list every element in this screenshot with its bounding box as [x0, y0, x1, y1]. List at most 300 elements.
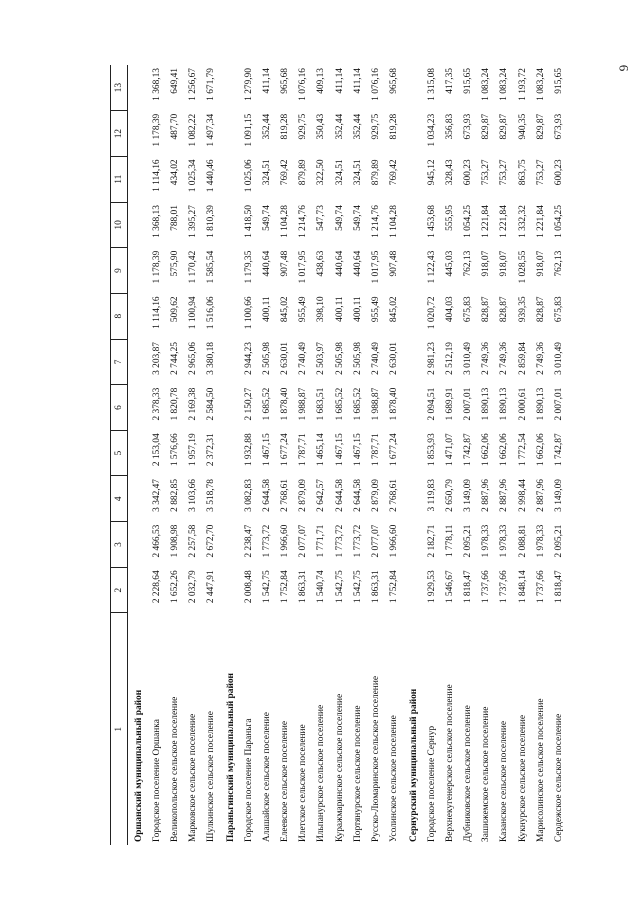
value-cell: 400,11 — [262, 296, 273, 322]
value-cell: 1 082,22 — [187, 113, 198, 147]
table-body — [128, 65, 569, 845]
value-cell: 879,89 — [298, 159, 309, 186]
value-cell: 1 091,15 — [244, 113, 255, 147]
value-cell: 1 467,15 — [352, 433, 363, 467]
value-cell: 2 749,36 — [499, 342, 510, 375]
value-cell: 1 083,24 — [535, 68, 546, 101]
value-cell: 907,48 — [388, 250, 399, 277]
value-cell: 440,64 — [352, 250, 363, 277]
settlement-name: Сердежское сельское поселение — [553, 713, 564, 842]
value-cell: 409,13 — [316, 68, 327, 94]
value-cell: 1 966,60 — [280, 524, 291, 558]
value-cell: 788,01 — [169, 205, 180, 231]
value-cell: 2 503,97 — [316, 342, 327, 375]
value-cell: 1 221,84 — [535, 205, 546, 238]
value-cell: 1 771,71 — [316, 524, 327, 558]
value-cell: 3 010,49 — [463, 342, 474, 375]
value-cell: 1 878,40 — [280, 387, 291, 421]
value-cell: 440,64 — [334, 250, 345, 277]
value-cell: 2 095,21 — [463, 524, 474, 558]
table-row — [532, 65, 550, 845]
column-header-12: 12 — [111, 111, 128, 157]
value-cell: 1 076,16 — [298, 68, 309, 101]
value-cell: 509,62 — [169, 296, 180, 323]
value-cell: 2 965,06 — [187, 342, 198, 375]
district-name: Оршанский муниципальный район — [133, 689, 144, 842]
value-cell: 1 863,31 — [298, 570, 309, 604]
value-cell: 1 034,23 — [427, 113, 438, 147]
value-cell: 1 020,72 — [427, 296, 438, 330]
value-cell: 2 077,07 — [370, 524, 381, 558]
value-cell: 1 467,15 — [262, 433, 273, 467]
value-cell: 2 749,36 — [535, 342, 546, 375]
value-cell: 929,75 — [298, 113, 309, 140]
value-cell: 3 119,83 — [427, 479, 438, 512]
value-cell: 2 032,79 — [187, 570, 198, 604]
value-cell: 1 054,25 — [463, 205, 474, 238]
value-cell: 918,07 — [535, 250, 546, 277]
value-cell: 762,13 — [463, 250, 474, 277]
value-cell: 1 028,55 — [517, 250, 528, 284]
table-row — [514, 65, 532, 845]
value-cell: 1 662,06 — [481, 433, 492, 467]
value-cell: 324,51 — [262, 159, 273, 186]
value-cell: 1 890,13 — [535, 387, 546, 421]
value-cell: 2 094,51 — [427, 387, 438, 421]
value-cell: 2 447,91 — [205, 570, 216, 604]
value-cell: 2 182,71 — [427, 524, 438, 558]
value-cell: 1 662,06 — [535, 433, 546, 467]
value-cell: 1 025,34 — [187, 159, 198, 193]
value-cell: 1 178,39 — [151, 250, 162, 284]
settlement-name: Дубниковское сельское поселение — [463, 705, 474, 842]
value-cell: 1 465,14 — [316, 433, 327, 467]
value-cell: 965,68 — [280, 68, 291, 94]
value-cell: 2 859,84 — [517, 342, 528, 375]
value-cell: 1 076,16 — [370, 68, 381, 101]
value-cell: 1 083,24 — [481, 68, 492, 101]
value-cell: 440,64 — [262, 250, 273, 277]
value-cell: 352,44 — [262, 113, 273, 140]
value-cell: 1 585,54 — [205, 250, 216, 284]
table-row — [259, 65, 277, 845]
value-cell: 1 863,31 — [370, 570, 381, 604]
value-cell: 1 100,66 — [244, 296, 255, 330]
column-header-13: 13 — [111, 65, 128, 111]
value-cell: 3 149,09 — [553, 479, 564, 512]
value-cell: 417,35 — [445, 68, 456, 94]
value-cell: 1 677,24 — [388, 433, 399, 467]
value-cell: 356,83 — [445, 113, 456, 140]
value-cell: 2 077,07 — [298, 524, 309, 558]
value-cell: 918,07 — [481, 250, 492, 277]
value-cell: 1 752,84 — [388, 570, 399, 604]
value-cell: 2 644,58 — [262, 479, 273, 512]
value-cell: 2 169,38 — [187, 387, 198, 421]
value-cell: 1 978,33 — [481, 524, 492, 558]
settlement-name: Портянурское сельское поселение — [352, 705, 363, 842]
value-cell: 2 088,81 — [517, 524, 528, 558]
value-cell: 929,75 — [370, 113, 381, 140]
value-cell: 829,87 — [535, 113, 546, 140]
column-header-5: 5 — [111, 430, 128, 476]
value-cell: 2 372,31 — [205, 433, 216, 467]
value-cell: 1 978,33 — [535, 524, 546, 558]
value-cell: 328,43 — [445, 159, 456, 186]
value-cell: 2 882,85 — [169, 479, 180, 512]
value-cell: 3 082,83 — [244, 479, 255, 512]
value-cell: 1 170,42 — [187, 250, 198, 284]
value-cell: 1 683,51 — [316, 387, 327, 421]
value-cell: 673,93 — [463, 113, 474, 140]
value-cell: 819,28 — [388, 113, 399, 140]
value-cell: 1 178,39 — [151, 113, 162, 147]
value-cell: 324,51 — [334, 159, 345, 186]
value-cell: 762,13 — [553, 250, 564, 277]
column-header-7: 7 — [111, 339, 128, 385]
value-cell: 1 787,71 — [370, 433, 381, 467]
value-cell: 1 542,75 — [352, 570, 363, 604]
value-cell: 2 642,57 — [316, 479, 327, 512]
table-row — [295, 65, 313, 845]
value-cell: 2 749,36 — [481, 342, 492, 375]
value-cell: 1 104,28 — [388, 205, 399, 238]
column-header-10: 10 — [111, 202, 128, 248]
value-cell: 1 017,95 — [298, 250, 309, 284]
value-cell: 438,63 — [316, 250, 327, 277]
value-cell: 1 752,84 — [280, 570, 291, 604]
column-header-6: 6 — [111, 385, 128, 431]
value-cell: 2 630,01 — [280, 342, 291, 375]
value-cell: 2 644,58 — [352, 479, 363, 512]
value-cell: 3 342,47 — [151, 479, 162, 512]
district-row — [128, 65, 149, 845]
value-cell: 1 742,87 — [553, 433, 564, 467]
value-cell: 879,89 — [370, 159, 381, 186]
settlement-name: Ильпанурское сельское поселение — [316, 704, 327, 842]
value-cell: 549,74 — [352, 205, 363, 231]
settlement-name: Куражмаринское сельское поселение — [334, 693, 345, 842]
value-cell: 2 007,01 — [463, 387, 474, 421]
value-cell: 1 988,87 — [370, 387, 381, 421]
value-cell: 400,11 — [352, 296, 363, 322]
value-cell: 2 981,23 — [427, 342, 438, 375]
value-cell: 649,41 — [169, 68, 180, 94]
settlement-name: Городское поселение Сернур — [427, 725, 438, 842]
value-cell: 2 008,48 — [244, 570, 255, 604]
settlement-name: Зашижемское сельское поселение — [481, 706, 492, 842]
value-cell: 2 007,01 — [553, 387, 564, 421]
value-cell: 1 576,66 — [169, 433, 180, 467]
value-cell: 1 256,67 — [187, 68, 198, 101]
rotated-table-container — [110, 65, 564, 845]
value-cell: 2 887,96 — [481, 479, 492, 512]
value-cell: 828,87 — [535, 296, 546, 323]
value-cell: 600,23 — [463, 159, 474, 186]
value-cell: 1 368,13 — [151, 205, 162, 238]
value-cell: 1 685,52 — [352, 387, 363, 421]
value-cell: 2 887,96 — [535, 479, 546, 512]
value-cell: 1 689,91 — [445, 387, 456, 421]
settlement-name: Усолинское сельское поселение — [388, 715, 399, 842]
value-cell: 1 546,67 — [445, 570, 456, 604]
value-cell: 1 890,13 — [481, 387, 492, 421]
value-cell: 547,73 — [316, 205, 327, 231]
value-cell: 1 818,47 — [463, 570, 474, 604]
value-cell: 2 998,44 — [517, 479, 528, 512]
value-cell: 3 518,78 — [205, 479, 216, 512]
value-cell: 1 737,66 — [499, 570, 510, 604]
value-cell: 1 440,46 — [205, 159, 216, 193]
value-cell: 411,14 — [352, 68, 363, 94]
district-row — [403, 65, 423, 845]
value-cell: 1 878,40 — [388, 387, 399, 421]
value-cell: 2 740,49 — [370, 342, 381, 375]
value-cell: 2 879,09 — [298, 479, 309, 512]
value-cell: 1 978,33 — [499, 524, 510, 558]
value-cell: 1 778,11 — [445, 524, 456, 558]
value-cell: 2 879,09 — [370, 479, 381, 512]
value-cell: 411,14 — [334, 68, 345, 94]
value-cell: 1 395,27 — [187, 205, 198, 238]
value-cell: 352,44 — [334, 113, 345, 140]
value-cell: 1 671,79 — [205, 68, 216, 101]
value-cell: 2 238,47 — [244, 524, 255, 558]
value-cell: 2 466,53 — [151, 524, 162, 558]
settlement-name: Алашайское сельское поселение — [262, 712, 273, 842]
settlement-name: Верхнекугенерское сельское поселение — [445, 684, 456, 842]
value-cell: 1 685,52 — [262, 387, 273, 421]
value-cell: 575,90 — [169, 250, 180, 277]
value-cell: 549,74 — [334, 205, 345, 231]
value-cell: 1 966,60 — [388, 524, 399, 558]
value-cell: 940,35 — [517, 113, 528, 140]
value-cell: 1 214,76 — [370, 205, 381, 238]
value-cell: 2 887,96 — [499, 479, 510, 512]
value-cell: 1 418,50 — [244, 205, 255, 238]
page-number: 6 — [616, 64, 632, 72]
value-cell: 1 772,54 — [517, 433, 528, 467]
value-cell: 404,03 — [445, 296, 456, 323]
column-header-9: 9 — [111, 248, 128, 294]
value-cell: 769,42 — [388, 159, 399, 186]
value-cell: 2 505,98 — [352, 342, 363, 375]
value-cell: 1 179,35 — [244, 250, 255, 284]
settlement-name: Илетское сельское поселение — [298, 724, 309, 842]
value-cell: 1 890,13 — [499, 387, 510, 421]
value-cell: 753,27 — [499, 159, 510, 186]
value-cell: 2 150,27 — [244, 387, 255, 421]
value-cell: 2 744,25 — [169, 342, 180, 375]
value-cell: 1 742,87 — [463, 433, 474, 467]
value-cell: 2 000,61 — [517, 387, 528, 421]
value-cell: 1 929,53 — [427, 570, 438, 604]
value-cell: 907,48 — [280, 250, 291, 277]
table-row — [424, 65, 442, 845]
value-cell: 1 737,66 — [481, 570, 492, 604]
value-cell: 1 083,24 — [499, 68, 510, 101]
column-header-8: 8 — [111, 293, 128, 339]
value-cell: 829,87 — [481, 113, 492, 140]
value-cell: 1 025,06 — [244, 159, 255, 193]
settlement-name: Русско-Люмаринское сельское поселение — [370, 676, 381, 842]
column-header-3: 3 — [111, 522, 128, 568]
value-cell: 1 471,07 — [445, 433, 456, 467]
settlement-name: Кукнурское сельское поселение — [517, 714, 528, 842]
table-row — [202, 65, 220, 845]
value-cell: 3 103,66 — [187, 479, 198, 512]
value-cell: 1 652,26 — [169, 570, 180, 604]
value-cell: 819,28 — [280, 113, 291, 140]
value-cell: 352,44 — [352, 113, 363, 140]
value-cell: 1 122,43 — [427, 250, 438, 284]
table-row — [460, 65, 478, 845]
value-cell: 1 848,14 — [517, 570, 528, 604]
value-cell: 434,02 — [169, 159, 180, 186]
value-cell: 398,10 — [316, 296, 327, 323]
settlement-name: Марисолинское сельское поселение — [535, 698, 546, 842]
value-cell: 769,42 — [280, 159, 291, 186]
value-cell: 3 203,87 — [151, 342, 162, 375]
value-cell: 2 644,58 — [334, 479, 345, 512]
table-row — [241, 65, 259, 845]
value-cell: 1 542,75 — [262, 570, 273, 604]
value-cell: 1 315,08 — [427, 68, 438, 101]
table-row — [277, 65, 295, 845]
table-row — [184, 65, 202, 845]
column-header-4: 4 — [111, 476, 128, 522]
value-cell: 673,93 — [553, 113, 564, 140]
value-cell: 1 114,16 — [151, 296, 162, 329]
settlement-name: Городское поселение Параньга — [244, 718, 255, 842]
value-cell: 3 010,49 — [553, 342, 564, 375]
value-cell: 828,87 — [499, 296, 510, 323]
district-name: Параньгинский муниципальный район — [226, 673, 237, 842]
value-cell: 1 908,98 — [169, 524, 180, 558]
value-cell: 1 467,15 — [334, 433, 345, 467]
district-name: Сернурский муниципальный район — [408, 688, 419, 842]
column-header-11: 11 — [111, 156, 128, 202]
value-cell: 1 820,78 — [169, 387, 180, 421]
value-cell: 1 104,28 — [280, 205, 291, 238]
value-cell: 965,68 — [388, 68, 399, 94]
value-cell: 2 505,98 — [334, 342, 345, 375]
column-header-1: 1 — [111, 613, 128, 845]
column-header-2: 2 — [111, 567, 128, 613]
value-cell: 411,14 — [262, 68, 273, 94]
value-cell: 2 650,79 — [445, 479, 456, 512]
tariff-table — [110, 65, 568, 845]
value-cell: 3 380,18 — [205, 342, 216, 375]
value-cell: 350,43 — [316, 113, 327, 140]
value-cell: 324,51 — [352, 159, 363, 186]
value-cell: 1 853,93 — [427, 433, 438, 467]
settlement-name: Великопольское сельское поселение — [169, 696, 180, 842]
value-cell: 829,87 — [499, 113, 510, 140]
value-cell: 1 988,87 — [298, 387, 309, 421]
value-cell: 945,12 — [427, 159, 438, 186]
value-cell: 1 662,06 — [499, 433, 510, 467]
value-cell: 845,02 — [388, 296, 399, 323]
table-row — [313, 65, 331, 845]
value-cell: 1 332,32 — [517, 205, 528, 238]
table-row — [148, 65, 166, 845]
settlement-name: Марковское сельское поселение — [187, 713, 198, 842]
value-cell: 1 810,39 — [205, 205, 216, 238]
value-cell: 3 149,09 — [463, 479, 474, 512]
value-cell: 2 768,61 — [388, 479, 399, 512]
value-cell: 2 228,64 — [151, 570, 162, 604]
value-cell: 675,83 — [553, 296, 564, 323]
header-row — [111, 65, 128, 845]
table-row — [331, 65, 349, 845]
value-cell: 915,65 — [553, 68, 564, 94]
value-cell: 1 677,24 — [280, 433, 291, 467]
value-cell: 2 584,50 — [205, 387, 216, 421]
value-cell: 1 773,72 — [334, 524, 345, 558]
value-cell: 1 787,71 — [298, 433, 309, 467]
value-cell: 939,35 — [517, 296, 528, 323]
value-cell: 863,75 — [517, 159, 528, 186]
table-row — [442, 65, 460, 845]
value-cell: 845,02 — [280, 296, 291, 323]
value-cell: 2 672,70 — [205, 524, 216, 558]
value-cell: 1 100,94 — [187, 296, 198, 330]
settlement-name: Городское поселение Оршанка — [151, 719, 162, 842]
value-cell: 2 257,58 — [187, 524, 198, 558]
value-cell: 1 368,13 — [151, 68, 162, 101]
value-cell: 1 279,90 — [244, 68, 255, 101]
value-cell: 1 114,16 — [151, 159, 162, 192]
value-cell: 1 737,66 — [535, 570, 546, 604]
value-cell: 400,11 — [334, 296, 345, 322]
value-cell: 915,65 — [463, 68, 474, 94]
value-cell: 1 193,72 — [517, 68, 528, 101]
value-cell: 2 505,98 — [262, 342, 273, 375]
value-cell: 1 773,72 — [262, 524, 273, 558]
table-row — [166, 65, 184, 845]
value-cell: 1 516,06 — [205, 296, 216, 330]
value-cell: 1 453,68 — [427, 205, 438, 238]
value-cell: 828,87 — [481, 296, 492, 323]
table-row — [496, 65, 514, 845]
table-row — [478, 65, 496, 845]
value-cell: 445,03 — [445, 250, 456, 277]
table-row — [349, 65, 367, 845]
value-cell: 1 497,34 — [205, 113, 216, 147]
value-cell: 2 153,04 — [151, 433, 162, 467]
settlement-name: Казанское сельское поселение — [499, 720, 510, 842]
value-cell: 2 095,21 — [553, 524, 564, 558]
settlement-name: Елеевское сельское поселение — [280, 721, 291, 842]
value-cell: 1 685,52 — [334, 387, 345, 421]
table-row — [550, 65, 568, 845]
value-cell: 2 378,33 — [151, 387, 162, 421]
value-cell: 555,95 — [445, 205, 456, 231]
value-cell: 1 957,19 — [187, 433, 198, 467]
value-cell: 1 540,74 — [316, 570, 327, 604]
value-cell: 1 017,95 — [370, 250, 381, 284]
value-cell: 2 768,61 — [280, 479, 291, 512]
value-cell: 2 944,23 — [244, 342, 255, 375]
table-row — [367, 65, 385, 845]
value-cell: 675,83 — [463, 296, 474, 323]
value-cell: 1 932,88 — [244, 433, 255, 467]
value-cell: 753,27 — [481, 159, 492, 186]
value-cell: 1 221,84 — [499, 205, 510, 238]
value-cell: 2 630,01 — [388, 342, 399, 375]
settlement-name: Шулкинское сельское поселение — [205, 711, 216, 842]
